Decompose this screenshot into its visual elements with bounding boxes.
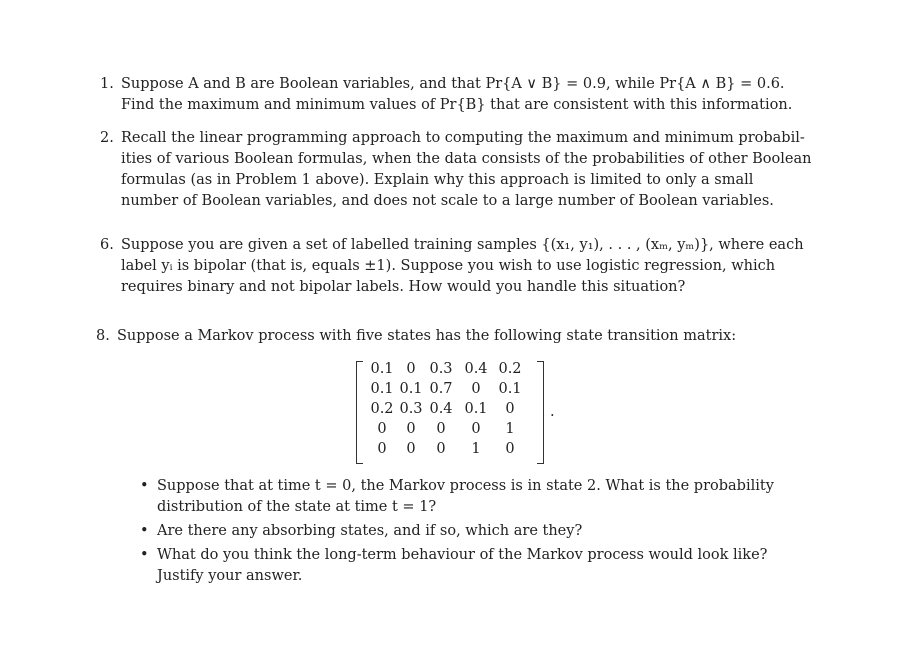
problem-text-line: requires binary and not bipolar labels. How would you handle this situation?	[121, 279, 686, 295]
bullet-text-line: Are there any absorbing states, and if so, which are they?	[157, 523, 583, 539]
matrix-cell: 0	[471, 421, 481, 437]
matrix-left-bracket	[356, 361, 363, 464]
problem-1	[100, 74, 800, 116]
matrix-right-bracket	[537, 361, 544, 464]
problem-text-line: Recall the linear programming approach to computing the maximum and minimum probabil-	[121, 130, 805, 146]
bullet-text-line: Suppose that at time t = 0, the Markov process is in state 2. What is the probability	[157, 478, 774, 494]
problem-number: 1.	[100, 76, 114, 92]
bullet-text-line: distribution of the state at time t = 1?	[157, 499, 437, 515]
problem-2	[100, 128, 812, 212]
matrix-cell: 0	[377, 421, 387, 437]
problem-number: 8.	[96, 328, 110, 344]
problem-number: 6.	[100, 237, 114, 253]
problem-text-line: ities of various Boolean formulas, when the data consists of the probabilities of other Boolean	[121, 151, 812, 167]
bullet-text-line: Justify your answer.	[157, 568, 303, 584]
matrix-cell: 0.2	[370, 401, 394, 417]
matrix-cell: 1	[505, 421, 515, 437]
problem-text-line: Find the maximum and minimum values of Pr{B} that are consistent with this information.	[121, 97, 793, 113]
matrix-cell: 0.1	[399, 381, 423, 397]
matrix-cell: 0	[406, 361, 416, 377]
matrix-cell: 0	[406, 421, 416, 437]
bullet-item	[140, 545, 820, 587]
matrix-cell: 0.3	[399, 401, 423, 417]
bullet-item	[140, 521, 820, 542]
problem-text-line: Suppose A and B are Boolean variables, and that Pr{A ∨ B} = 0.9, while Pr{A ∧ B} = 0.6.	[121, 76, 785, 92]
problem-6	[100, 235, 804, 298]
problem-number: 2.	[100, 130, 114, 146]
transition-matrix	[356, 361, 544, 464]
problem-text-line: Suppose you are given a set of labelled training samples {(x₁, y₁), . . . , (xₘ, yₘ)}, where each	[121, 237, 804, 253]
bullet-item	[140, 476, 820, 518]
matrix-cell: 0	[471, 381, 481, 397]
matrix-cell: 0.1	[498, 381, 522, 397]
matrix-cell: 0	[406, 441, 416, 457]
matrix-cell: 0.4	[429, 401, 453, 417]
matrix-cell: 0	[505, 441, 515, 457]
problem-text-line: label yᵢ is bipolar (that is, equals ±1). Suppose you wish to use logistic regression, which	[121, 258, 776, 274]
bullet-text-line: What do you think the long-term behaviour of the Markov process would look like?	[157, 547, 768, 563]
matrix-trailing-period: .	[550, 404, 555, 420]
bullet-dot: •	[140, 523, 149, 539]
matrix-cell: 0	[377, 441, 387, 457]
matrix-cell: 0	[505, 401, 515, 417]
matrix-cell: 0	[436, 421, 446, 437]
problem-8	[96, 326, 796, 347]
matrix-cell: 0.1	[370, 361, 394, 377]
problem-text-line: formulas (as in Problem 1 above). Explain why this approach is limited to only a small	[121, 172, 754, 188]
question-bullet-list	[140, 476, 820, 590]
matrix-cell: 0.1	[464, 401, 488, 417]
matrix-cell: 0.3	[429, 361, 453, 377]
bullet-dot: •	[140, 478, 149, 494]
matrix-cell: 0.4	[464, 361, 488, 377]
matrix-cell: 0	[436, 441, 446, 457]
problem-text-line: number of Boolean variables, and does not scale to a large number of Boolean variables.	[121, 193, 774, 209]
problem-text-line: Suppose a Markov process with five states has the following state transition matrix:	[117, 328, 737, 344]
matrix-cell: 0.7	[429, 381, 453, 397]
matrix-cell: 0.1	[370, 381, 394, 397]
matrix-cell: 1	[471, 441, 481, 457]
matrix-cell: 0.2	[498, 361, 522, 377]
bullet-dot: •	[140, 547, 149, 563]
